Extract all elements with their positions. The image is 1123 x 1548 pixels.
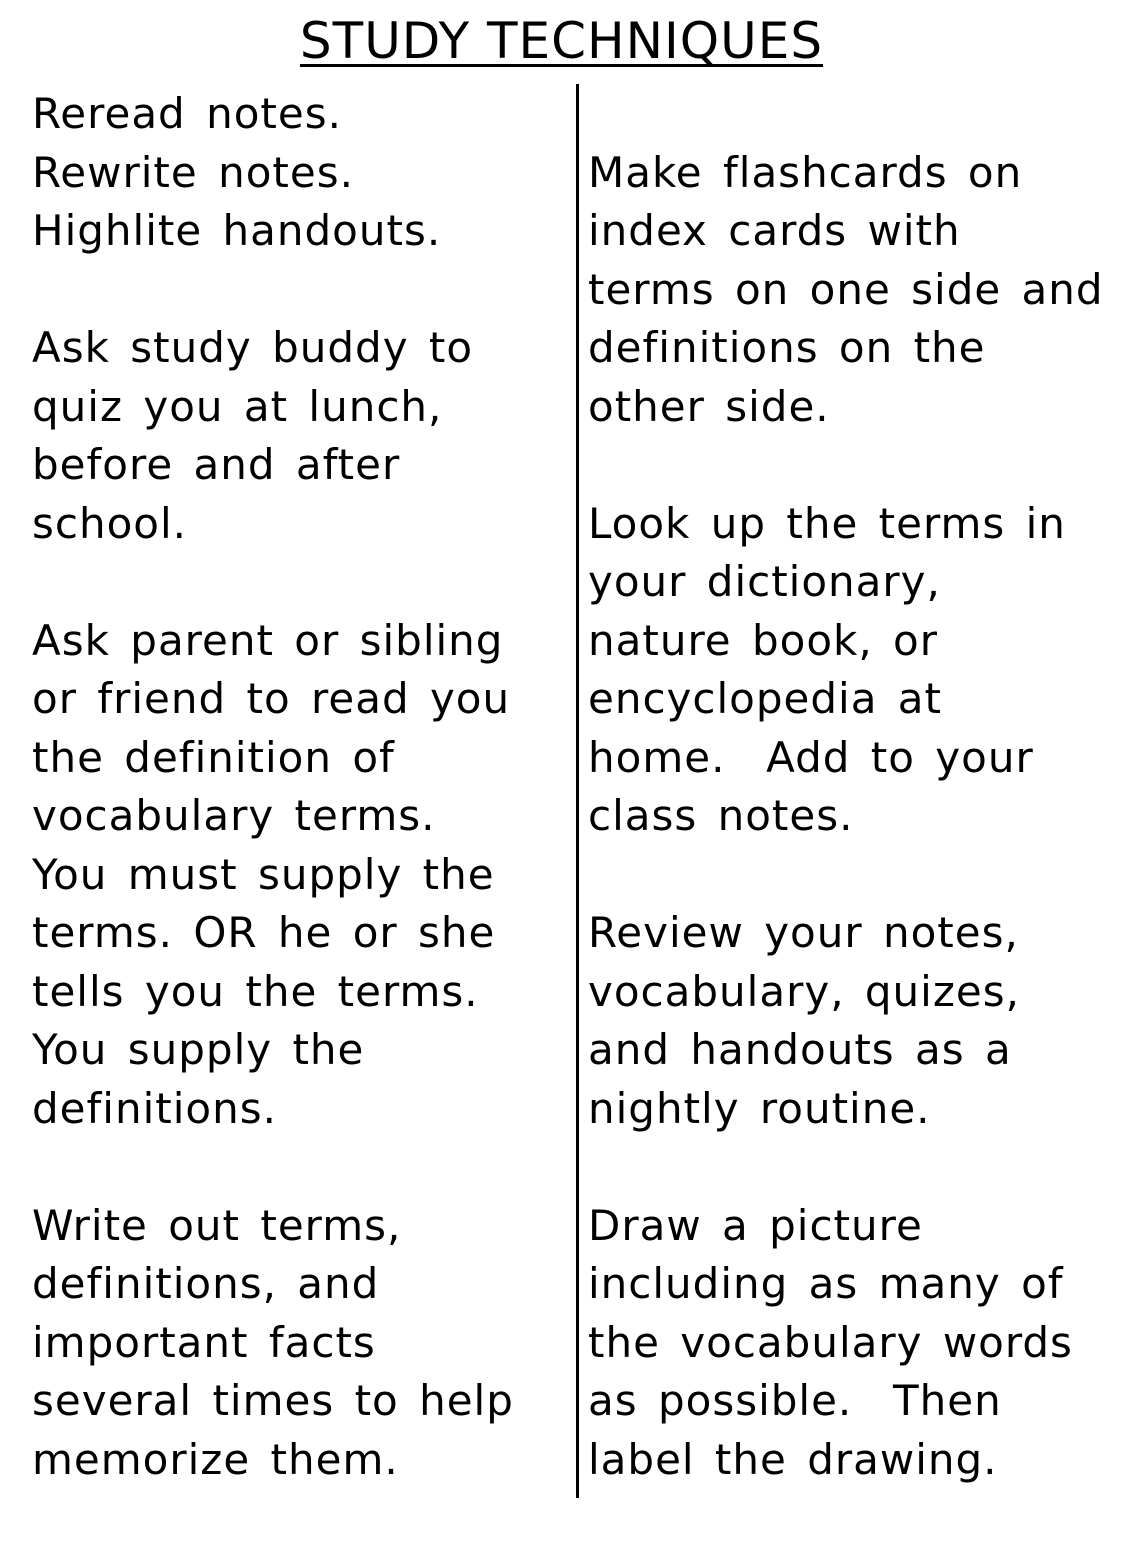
tip-line: including as many of — [588, 1259, 1064, 1308]
tip-line: quiz you at lunch, — [32, 381, 443, 431]
tip-line: encyclopedia at — [588, 674, 942, 723]
tip-line: vocabulary, quizes, — [588, 966, 1020, 1016]
tip-line: You supply the — [32, 1025, 365, 1074]
tip-review-notes — [588, 904, 1118, 1138]
tip-line: definitions. — [32, 1083, 277, 1133]
tip-line: definitions on the — [588, 323, 986, 372]
tip-line: Ask study buddy to — [32, 323, 474, 372]
tip-line: school. — [32, 498, 188, 548]
tip-flashcards — [588, 144, 1118, 437]
tip-line: Draw a picture — [588, 1200, 923, 1250]
tip-line: other side. — [588, 381, 830, 431]
left-column — [32, 85, 562, 1489]
tip-line: label the drawing. — [588, 1434, 998, 1484]
tip-line: home. Add to your — [588, 732, 1034, 782]
tip-line: before and after — [32, 440, 401, 489]
tip-line: definitions, and — [32, 1259, 380, 1308]
tip-line: terms. OR he or she — [32, 908, 496, 957]
column-divider — [576, 84, 579, 1498]
tip-draw-picture — [588, 1197, 1118, 1490]
tip-line: your dictionary, — [588, 557, 941, 606]
tip-line: nightly routine. — [588, 1083, 931, 1133]
tip-line: tells you the terms. — [32, 966, 479, 1016]
tip-line: Review your notes, — [588, 908, 1019, 957]
tip-study-buddy — [32, 319, 562, 553]
tip-line: Highlite handouts. — [32, 206, 442, 255]
tip-line: class notes. — [588, 791, 854, 840]
tip-line: nature book, or — [588, 615, 939, 665]
tip-line: You must supply the — [32, 849, 495, 899]
tip-line: important facts — [32, 1317, 376, 1367]
tip-line: Reread notes. — [32, 89, 342, 138]
tip-line: Look up the terms in — [588, 498, 1066, 548]
tip-line: several times to help — [32, 1376, 514, 1425]
tip-write-out-terms — [32, 1197, 562, 1490]
right-column — [588, 85, 1118, 1489]
tip-parent-quiz — [32, 612, 562, 1139]
tip-look-up-terms — [588, 495, 1118, 846]
tip-line: the definition of — [32, 732, 395, 782]
tip-line: Make flashcards on — [588, 147, 1023, 197]
tip-reread-notes — [32, 85, 562, 261]
tip-line: index cards with — [588, 206, 961, 255]
tip-line: Ask parent or sibling — [32, 615, 504, 665]
tip-line: the vocabulary words — [588, 1317, 1073, 1367]
tip-line: or friend to read you — [32, 674, 511, 723]
tip-line: terms on one side and — [588, 264, 1104, 314]
tip-line: as possible. Then — [588, 1376, 1002, 1425]
page-title: STUDY TECHNIQUES — [299, 12, 824, 70]
tip-line: Write out terms, — [32, 1200, 402, 1250]
tip-line: memorize them. — [32, 1434, 399, 1484]
tip-line: and handouts as a — [588, 1025, 1012, 1074]
tip-line: vocabulary terms. — [32, 791, 436, 840]
tip-line: Rewrite notes. — [32, 147, 354, 197]
